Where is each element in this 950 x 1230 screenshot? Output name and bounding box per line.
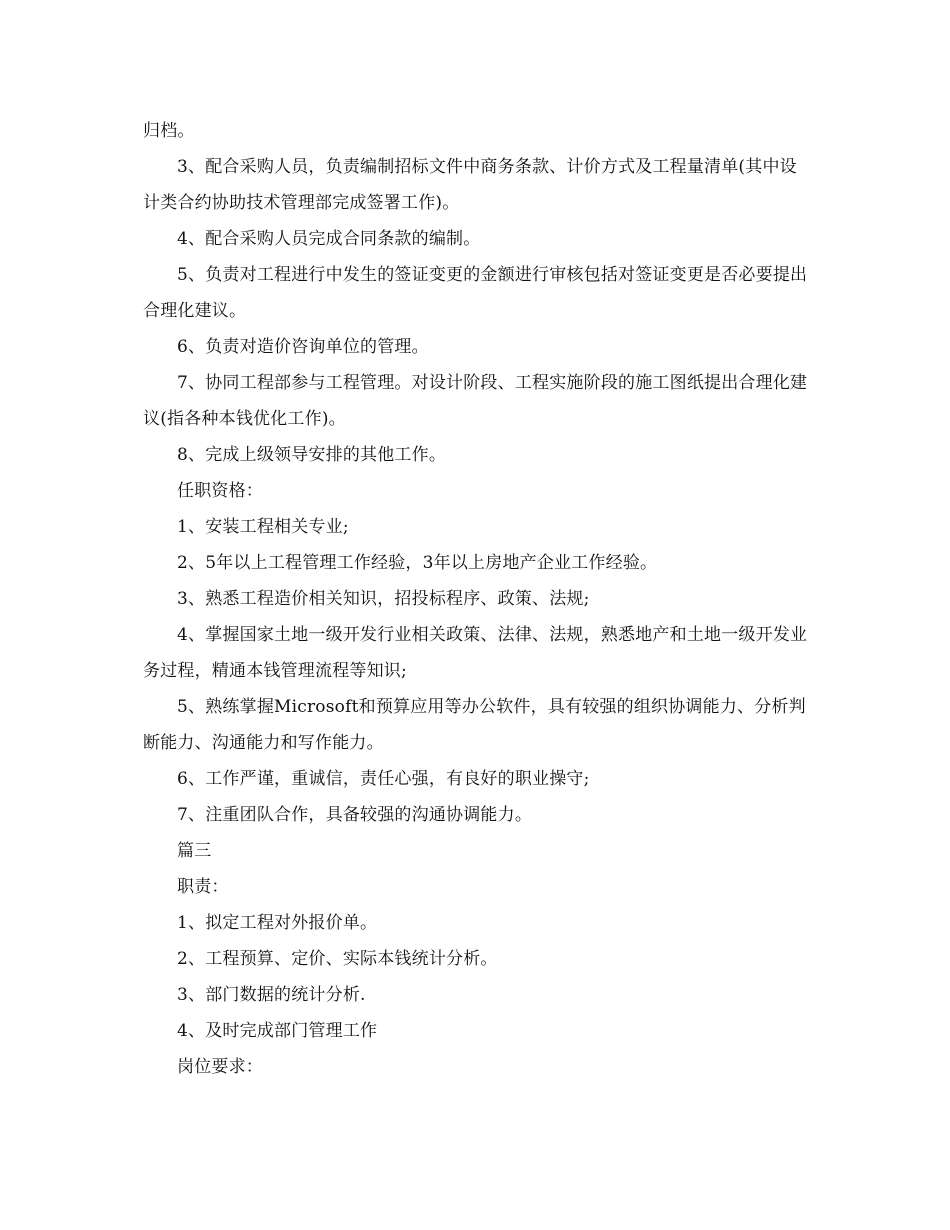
paragraph: 1、安装工程相关专业; [177,517,349,537]
section-heading: 篇三 [177,841,212,861]
paragraph: 4、及时完成部门管理工作 [177,1021,378,1041]
paragraph: 7、协同工程部参与工程管理。对设计阶段、工程实施阶段的施工图纸提出合理化建议(指各种本钱优化工作)。 [143,373,808,429]
paragraph: 4、掌握国家土地一级开发行业相关政策、法律、法规，熟悉地产和土地一级开发业务过程，精通本钱管理流程等知识; [143,625,808,681]
paragraph: 7、注重团队合作，具备较强的沟通协调能力。 [177,805,533,825]
paragraph: 6、工作严谨，重诚信，责任心强，有良好的职业操守; [177,769,590,789]
document-body [143,113,808,1085]
paragraph: 3、部门数据的统计分析. [177,985,366,1005]
paragraph: 4、配合采购人员完成合同条款的编制。 [177,229,481,249]
section-heading: 任职资格： [177,481,263,501]
paragraph: 5、熟练掌握Microsoft和预算应用等办公软件，具有较强的组织协调能力、分析判断能力、沟通能力和写作能力。 [143,697,806,753]
paragraph: 3、配合采购人员，负责编制招标文件中商务条款、计价方式及工程量清单(其中设计类合约协助技术管理部完成签署工作)。 [143,157,797,213]
section-heading: 岗位要求： [177,1057,263,1077]
paragraph: 2、工程预算、定价、实际本钱统计分析。 [177,949,498,969]
paragraph: 1、拟定工程对外报价单。 [177,913,378,933]
paragraph: 5、负责对工程进行中发生的签证变更的金额进行审核包括对签证变更是否必要提出合理化建议。 [143,265,808,321]
paragraph: 8、完成上级领导安排的其他工作。 [177,445,447,465]
paragraph: 6、负责对造价咨询单位的管理。 [177,337,429,357]
paragraph: 归档。 [143,121,195,141]
paragraph: 3、熟悉工程造价相关知识，招投标程序、政策、法规; [177,589,590,609]
section-heading: 职责： [177,877,229,897]
paragraph: 2、5年以上工程管理工作经验，3年以上房地产企业工作经验。 [177,553,658,573]
